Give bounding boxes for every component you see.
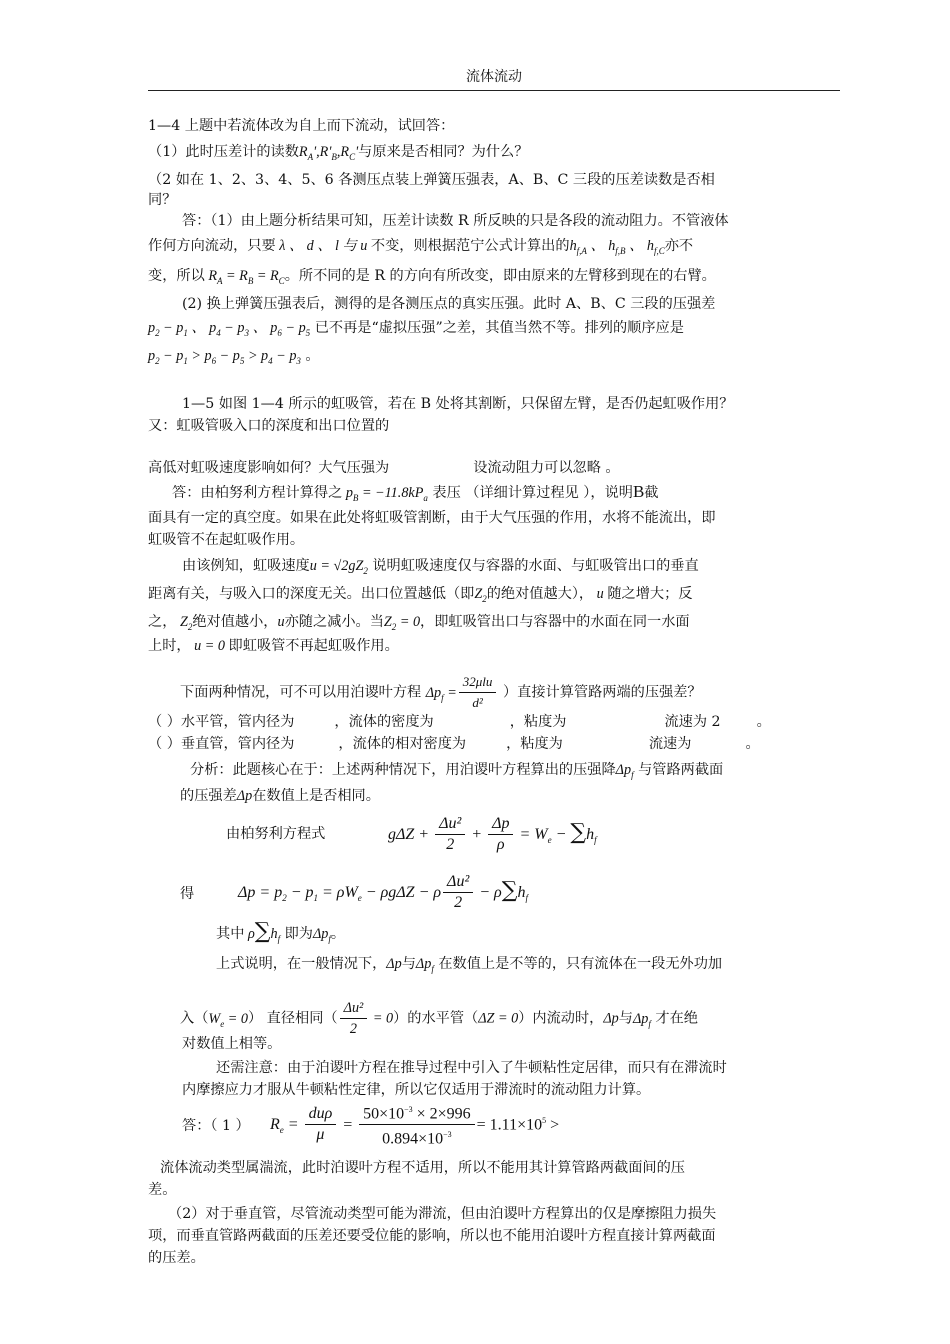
header-rule bbox=[148, 90, 840, 91]
q14-a1-line3: 变，所以 $R_A = R_B = R_C$。所不同的是 R 的方向有所改变，即由原来的左臂移到现在的右臂。 bbox=[148, 268, 716, 286]
q16-analysis-line1: 分析：此题核心在于：上述两种情况下，用泊谡叶方程算出的压强降$\Delta p_f$ 与管路两截面 bbox=[190, 762, 724, 780]
q15-title-line3: 高低对虹吸速度影响如何？大气压强为 设流动阻力可以忽略 。 bbox=[148, 460, 620, 476]
q15-p2-line2: 距离有关，与吸入口的深度无关。出口位置越低（即$Z_2$的绝对值越大）， u 随之增大；反 bbox=[148, 586, 693, 604]
q15-p2-line1: 由该例知，虹吸速度$u = √2gZ_2$ 说明虹吸速度仅与容器的水面、与虹吸管出口的垂直 bbox=[182, 558, 699, 576]
shangshi-line1: 上式说明，在一般情况下，Δp与$\Delta p_f$ 在数值上是不等的，只有流体在一段无外功加 bbox=[216, 956, 723, 974]
q16-case1: （ ）水平管，管内径为 ，流体的密度为 ，粘度为 流速为 2 。 bbox=[148, 714, 771, 730]
conclusion1-line1: 流体流动类型属湍流，此时泊谡叶方程不适用，所以不能用其计算管路两截面间的压 bbox=[160, 1160, 685, 1176]
q15-answer-line1: 答：由柏努利方程计算得之 $p_B = -11.8kP_a$ 表压 （详细计算过程见 ），说明B截 bbox=[172, 482, 659, 503]
conclusion2-line3: 的压差。 bbox=[148, 1250, 205, 1266]
bernoulli-label: 由柏努利方程式 bbox=[226, 826, 326, 842]
conclusion2-line2: 项，而垂直管路两截面的压差还要受位能的影响，所以也不能用泊谡叶方程直接计算两截面 bbox=[148, 1228, 716, 1244]
q15-answer-line2: 面具有一定的真空度。如果在此处将虹吸管割断，由于大气压强的作用，水将不能流出，即 bbox=[148, 510, 716, 526]
q14-a1-line2: 作何方向流动，只要 λ 、 d 、 l 与 u 不变，则根据范宁公式计算出的$h_{f,A}$ 、 $h_{f,B}$ 、 $h_{f,C}$亦不 bbox=[148, 238, 694, 256]
conclusion2-line1: （2）对于垂直管，尽管流动类型可能为滞流，但由泊谡叶方程算出的仅是摩擦阻力损失 bbox=[168, 1206, 717, 1222]
q16-title: 下面两种情况，可不可以用泊谡叶方程 $\Delta p_f$ = $\frac{\text{32μlu}}{\text{d²}}$ ）直接计算管路两端的压强差？ bbox=[180, 674, 702, 710]
shangshi-line2: 入$(W_e = 0)$ 直径相同（ $\frac{\text{Δu²}}{2}$ = 0）的水平管（ΔZ = 0）内流动时，Δp与$\Delta p_f$ 才在绝 bbox=[180, 1000, 698, 1037]
q14-q2-line1: （2 如在 1、2、3、4、5、6 各测压点装上弹簧压强表，A、B、C 三段的压差读数是否相 bbox=[148, 172, 715, 188]
q15-title-line2: 又：虹吸管吸入口的深度和出口位置的 bbox=[148, 418, 390, 434]
q14-a2-line3: $p_2 - p_1 > p_6 - p_5 > p_4 - p_3$ 。 bbox=[148, 348, 320, 366]
pressure-drop-equation: $\Delta p = p_2 - p_1 = \rho W_e - \rho g\Delta Z - \rho$ $\frac{\text{Δu²}}{2}$ − $\rho\sum h_f$ bbox=[238, 873, 528, 911]
note-line1: 还需注意：由于泊谡叶方程在推导过程中引入了牛顿粘性定居律，而只有在滞流时 bbox=[216, 1060, 727, 1076]
q16-case2: （ ）垂直管，管内径为 ，流体的相对密度为 ，粘度为 流速为 。 bbox=[148, 736, 760, 752]
qizhong-line: 其中 $\rho\sum h_f$ 即为$\Delta p_f$。 bbox=[216, 919, 346, 944]
q14-q1: （1）此时压差计的读数$R_A',R'_B,R_C'$与原来是否相同？为什么？ bbox=[148, 144, 529, 162]
q14-title: 1—4 上题中若流体改为自上而下流动，试回答： bbox=[148, 118, 455, 134]
page-header-title: 流体流动 bbox=[466, 69, 522, 85]
conclusion1-line2: 差。 bbox=[148, 1182, 177, 1198]
note-line2: 内摩擦应力才服从牛顿粘性定律，所以它仅适用于滞流时的流动阻力计算。 bbox=[182, 1082, 651, 1098]
answer-label: 答：（ 1 ） bbox=[182, 1118, 250, 1134]
q15-p2-line4: 上时， u = 0 即虹吸管不再起虹吸作用。 bbox=[148, 638, 399, 654]
q15-answer-line3: 虹吸管不在起虹吸作用。 bbox=[148, 532, 305, 548]
q15-title-line1: 1—5 如图 1—4 所示的虹吸管，若在 B 处将其割断，只保留左臂，是否仍起虹吸作用？ bbox=[182, 396, 734, 412]
q16-analysis-line2: 的压强差Δp在数值上是否相同。 bbox=[180, 788, 380, 804]
q14-a1-line1: 答：（1）由上题分析结果可知，压差计读数 R 所反映的只是各段的流动阻力。不管液体 bbox=[182, 213, 729, 229]
de-label: 得 bbox=[180, 886, 195, 902]
q15-p2-line3: 之， $Z_2$绝对值越小，u亦随之减小。当$Z_2 = 0$，即虹吸管出口与容器中的水面在同一水面 bbox=[148, 614, 690, 632]
q14-a2-line1: (2) 换上弹簧压强表后，测得的是各测压点的真实压强。此时 A、B、C 三段的压强差 bbox=[182, 296, 716, 312]
shangshi-line3: 对数值上相等。 bbox=[182, 1036, 282, 1052]
bernoulli-equation: gΔZ + $\frac{\text{Δu²}}{2}$ + $\frac{\Delta p}{\rho}$ = $W_e - \sum h_f$ bbox=[388, 815, 597, 853]
reynolds-equation: $R_e$ = $\frac{\text{duρ}}{\mu}$ = $\frac{50\times 10^{-3} \times 2\times 996}{0.894\times 10^{-3}}$ = $1.11\times 10^5$ > bbox=[270, 1100, 559, 1150]
q14-q2-line2: 同？ bbox=[148, 192, 177, 208]
q14-a2-line2: $p_2 - p_1$ 、 $p_4 - p_3$ 、 $p_6 - p_5$ 已不再是“虚拟压强”之差，其值当然不等。排列的顺序应是 bbox=[148, 320, 684, 338]
